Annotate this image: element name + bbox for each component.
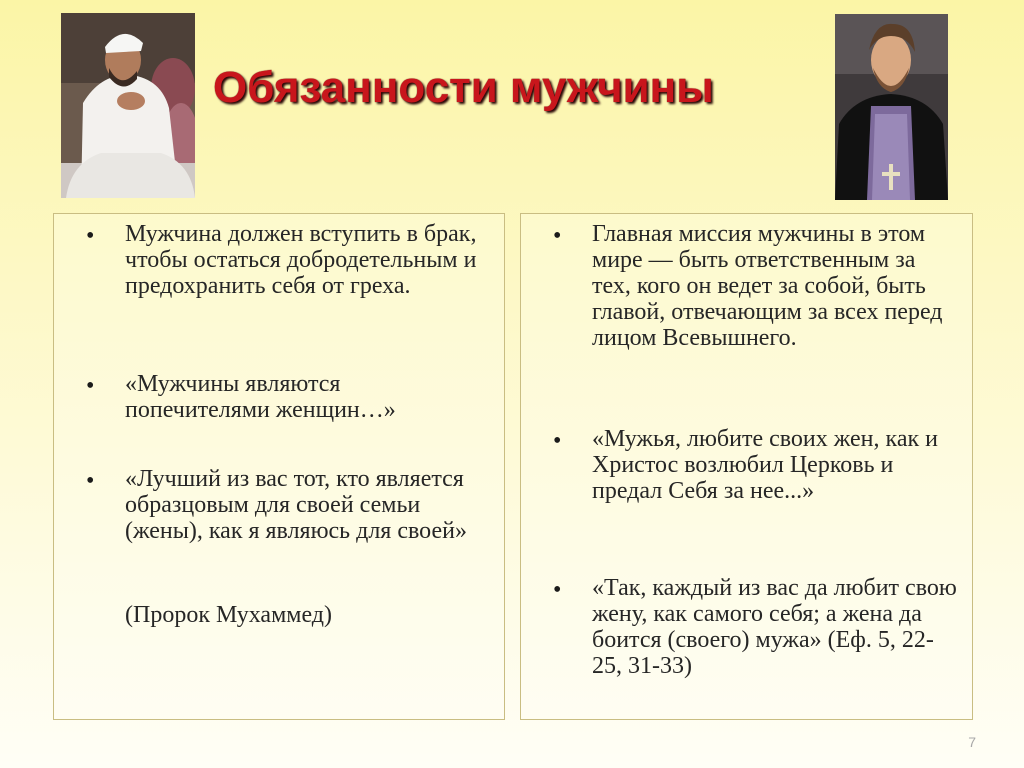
bullet-text: «Так, каждый из вас да любит свою жену, как самого себя; а жена да боится (своего) мужа» (Еф. 5, 22-25, 31-33) <box>592 575 957 679</box>
bullet-text: Мужчина должен вступить в брак, чтобы остаться добродетельным и предохранить себя от греха. <box>125 221 477 299</box>
bullet-icon: • <box>86 468 95 494</box>
slide-number: 7 <box>968 734 976 750</box>
bullet-item <box>553 575 958 679</box>
bullet-item <box>86 371 490 423</box>
praying-man-photo <box>61 13 195 198</box>
bullet-icon: • <box>553 428 562 454</box>
bullet-icon: • <box>86 373 95 399</box>
christianity-duties-panel <box>520 213 973 720</box>
bullet-item <box>86 221 490 299</box>
bullet-text: «Мужчины являются попечителями женщин…» <box>125 371 396 423</box>
bullet-text: «Лучший из вас тот, кто является образцовым для своей семьи (жены), как я являюсь для своей» <box>125 466 467 544</box>
bullet-item <box>553 426 958 504</box>
bullet-text: Главная миссия мужчины в этом мире — быть ответственным за тех, кого он ведет за собой, быть главой, отвечающим за всех перед лицом Всевышнего. <box>592 221 943 351</box>
bullet-item <box>86 466 490 544</box>
bullet-icon: • <box>553 577 562 603</box>
slide-title: Обязанности мужчины <box>213 63 714 112</box>
bullet-icon: • <box>553 223 562 249</box>
bullet-icon: • <box>86 223 95 249</box>
quote-attribution: (Пророк Мухаммед) <box>125 602 332 628</box>
priest-photo <box>835 14 948 200</box>
bullet-item <box>553 221 958 351</box>
islam-duties-panel <box>53 213 505 720</box>
bullet-text: «Мужья, любите своих жен, как и Христос возлюбил Церковь и предал Себя за нее...» <box>592 426 938 504</box>
